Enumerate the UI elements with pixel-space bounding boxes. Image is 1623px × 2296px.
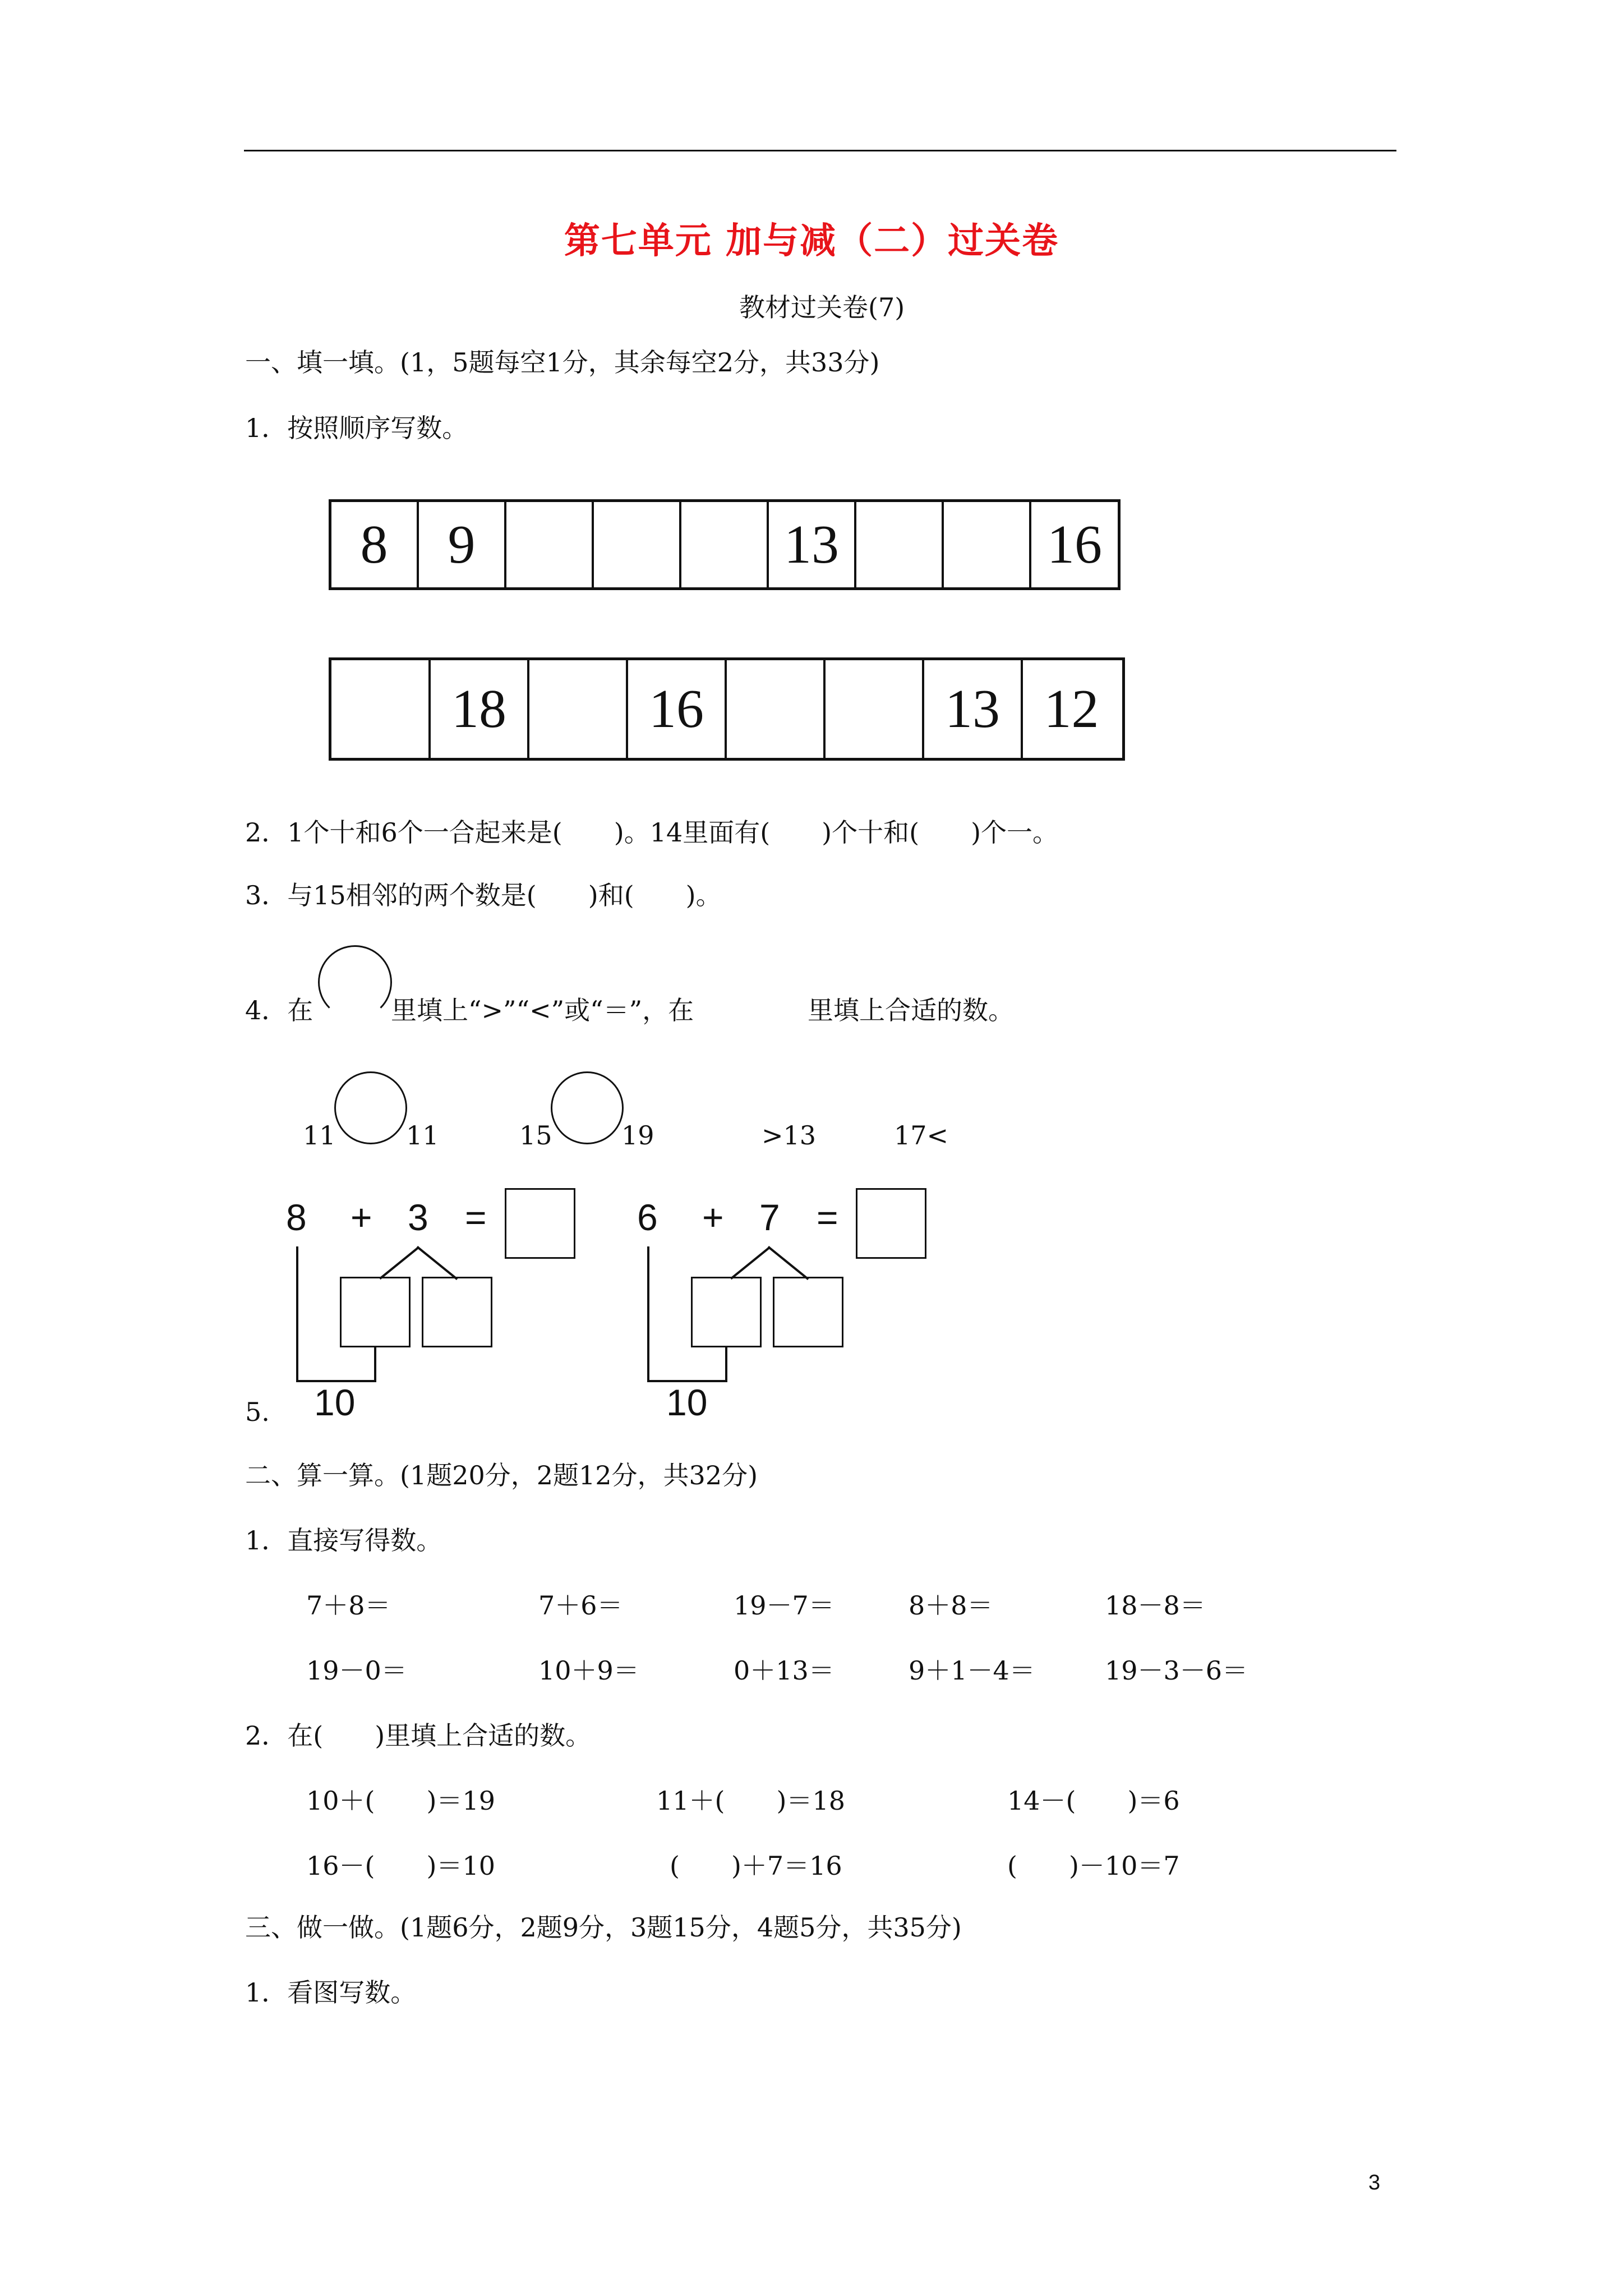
- compare-b-right: 19: [621, 1120, 654, 1151]
- sequence-cell[interactable]: [826, 660, 924, 758]
- split2-answer-box[interactable]: [856, 1188, 926, 1259]
- split1-ten: 10: [314, 1382, 356, 1423]
- s1-q1-label: 1．按照顺序写数。: [245, 413, 468, 443]
- fill-item: 16－( )＝10: [306, 1851, 495, 1881]
- split1-a: 8: [286, 1197, 307, 1238]
- compare-c: >13: [762, 1120, 817, 1151]
- split1-b: 3: [408, 1197, 428, 1238]
- sequence-cell[interactable]: [594, 502, 681, 587]
- section2-heading: 二、算一算。(1题20分，2题12分，共32分): [245, 1460, 758, 1490]
- calc-item: 0＋13＝: [734, 1655, 834, 1686]
- split2-bracket-right: [725, 1346, 727, 1382]
- split1-part-box[interactable]: [422, 1277, 492, 1347]
- split2-a: 6: [637, 1197, 658, 1238]
- split1-branch-right: [416, 1246, 458, 1280]
- split2-part-box[interactable]: [691, 1277, 762, 1347]
- calc-item: 7＋8＝: [306, 1590, 391, 1621]
- section1-heading: 一、填一填。(1，5题每空1分，其余每空2分，共33分): [245, 347, 880, 378]
- split1-bracket-right: [374, 1346, 376, 1382]
- sequence-cell[interactable]: [944, 502, 1031, 587]
- split1-eq: =: [465, 1197, 487, 1238]
- s1-q3: 3．与15相邻的两个数是( )和( )。: [245, 880, 722, 910]
- sequence-cell: 16: [628, 660, 727, 758]
- s2-q1-label: 1．直接写得数。: [245, 1525, 442, 1556]
- s1-q2: 2．1个十和6个一合起来是( )。14里面有( )个十和( )个一。: [245, 817, 1059, 848]
- split2-plus: +: [702, 1197, 724, 1238]
- split2-eq: =: [817, 1197, 838, 1238]
- calc-item: 10＋9＝: [538, 1655, 639, 1686]
- s1-q4-prefix: 4．在: [245, 995, 313, 1025]
- fill-item: ( )＋7＝16: [670, 1851, 842, 1881]
- page-title: 第七单元 加与减（二）过关卷: [564, 220, 1059, 262]
- section3-heading: 三、做一做。(1题6分，2题9分，3题15分，4题5分，共35分): [245, 1912, 962, 1943]
- compare-b-left: 15: [519, 1120, 552, 1151]
- page-subtitle: 教材过关卷(7): [739, 292, 905, 323]
- calc-item: 8＋8＝: [909, 1590, 993, 1621]
- calc-item: 18－8＝: [1105, 1590, 1206, 1621]
- calc-item: 19－0＝: [306, 1655, 407, 1686]
- sequence-cell[interactable]: [856, 502, 944, 587]
- sequence-cell[interactable]: [681, 502, 769, 587]
- compare-a-left: 11: [303, 1120, 336, 1151]
- sequence-cell: 13: [769, 502, 856, 587]
- split1-answer-box[interactable]: [505, 1188, 575, 1259]
- sequence-cell[interactable]: [727, 660, 826, 758]
- sequence-row-1: [329, 499, 1121, 590]
- split2-branch-left: [730, 1246, 771, 1280]
- split1-bracket-left: [296, 1246, 298, 1382]
- s3-q1-label: 1．看图写数。: [245, 1977, 417, 2008]
- compare-circle-a[interactable]: [334, 1071, 407, 1144]
- fill-item: ( )－10＝7: [1007, 1851, 1180, 1881]
- sequence-row-2: [329, 657, 1125, 761]
- sequence-cell: 8: [331, 502, 419, 587]
- split1-branch-left: [379, 1246, 419, 1280]
- split2-b: 7: [759, 1197, 780, 1238]
- calc-item: 19－3－6＝: [1105, 1655, 1248, 1686]
- compare-circle-b[interactable]: [551, 1071, 624, 1144]
- split2-branch-right: [767, 1246, 809, 1280]
- fill-item: 14－( )＝6: [1007, 1786, 1180, 1816]
- s1-q5-label: 5.: [245, 1397, 270, 1427]
- split2-part-box[interactable]: [773, 1277, 843, 1347]
- s2-q2-label: 2．在( )里填上合适的数。: [245, 1720, 592, 1751]
- sequence-cell[interactable]: [529, 660, 628, 758]
- sequence-cell: 12: [1044, 679, 1099, 739]
- sequence-cell: 16: [1047, 514, 1102, 575]
- sequence-cell: 18: [431, 660, 529, 758]
- split1-part-box[interactable]: [340, 1277, 411, 1347]
- sequence-cell: 13: [924, 660, 1023, 758]
- page-number: 3: [1368, 2171, 1381, 2194]
- s1-q4-mid: 里填上“>”“<”或“＝”，在: [391, 995, 694, 1025]
- header-rule: [244, 150, 1396, 151]
- fill-item: 11＋( )＝18: [656, 1786, 845, 1816]
- split2-ten: 10: [666, 1382, 708, 1423]
- compare-a-right: 11: [406, 1120, 439, 1151]
- sequence-cell: 9: [419, 502, 506, 587]
- calc-item: 9＋1－4＝: [909, 1655, 1035, 1686]
- calc-item: 19－7＝: [734, 1590, 834, 1621]
- sequence-cell[interactable]: [506, 502, 594, 587]
- compare-d: 17<: [894, 1120, 949, 1151]
- calc-item: 7＋6＝: [538, 1590, 623, 1621]
- fill-item: 10＋( )＝19: [306, 1786, 495, 1816]
- compare-circle-icon: [318, 945, 392, 1019]
- s1-q4-suffix: 里填上合适的数。: [808, 995, 1014, 1025]
- split1-plus: +: [351, 1197, 372, 1238]
- sequence-cell[interactable]: [331, 660, 431, 758]
- split2-bracket-left: [647, 1246, 649, 1382]
